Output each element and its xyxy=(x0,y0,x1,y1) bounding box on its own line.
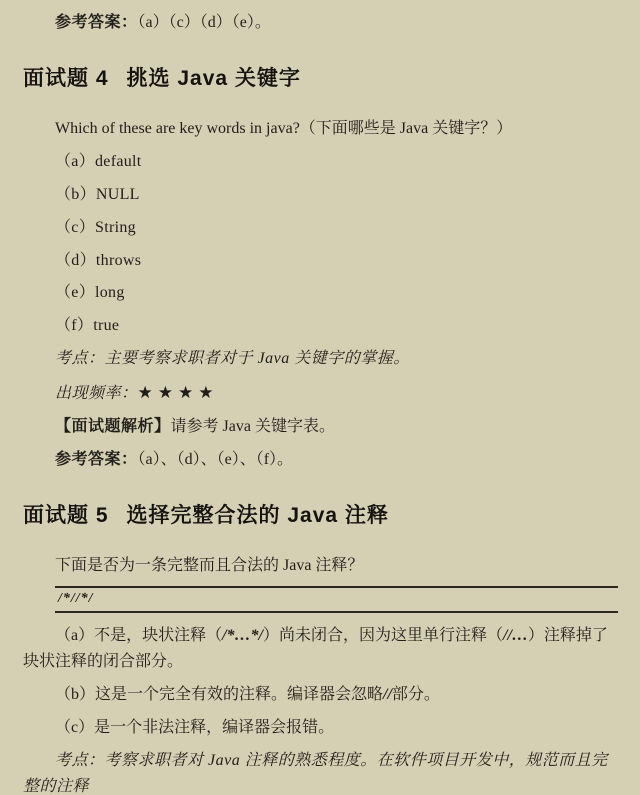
explanation-text: （a）不是，块状注释（ xyxy=(55,626,223,644)
star-rating: ★★★★ xyxy=(137,383,219,403)
answer-label: 参考答案： xyxy=(55,14,138,31)
question5-heading xyxy=(23,499,618,529)
option-d: （d）throws xyxy=(55,251,142,269)
explanation-text: （b）这是一个完全有效的注释。编译器会忽略 xyxy=(55,685,384,703)
exam-point-text: 主要考察求职者对于 Java 关键字的掌握。 xyxy=(104,350,410,368)
code-block xyxy=(55,586,618,613)
inline-code: /*…*/ xyxy=(222,626,263,644)
option-b: （b）NULL xyxy=(55,185,140,203)
option-e: （e）long xyxy=(55,284,125,302)
code-line: /*//*/ xyxy=(58,590,94,606)
explanation-text: 部分。 xyxy=(391,685,440,703)
analysis-text: 请参考 Java 关键字表。 xyxy=(170,418,335,436)
exam-point-label: 考点： xyxy=(55,350,105,368)
frequency-label: 出现频率： xyxy=(55,385,138,403)
question4-title: 挑选 Java 关键字 xyxy=(126,66,301,90)
question5-explanation-b xyxy=(23,682,618,708)
question4-analysis xyxy=(23,414,618,440)
previous-answer-line xyxy=(23,10,618,36)
analysis-label: 【面试题解析】 xyxy=(55,418,171,436)
exam-point-text: 考察求职者对 Java 注释的熟悉程度。在软件项目开发中，规范而且完整的注释 xyxy=(23,751,608,795)
inline-code: // xyxy=(383,685,392,703)
question4-answer xyxy=(23,447,618,473)
answer-value: （a）、（d）、（e）、（f）。 xyxy=(137,450,294,468)
question5-explanation-a xyxy=(23,623,618,675)
question4-heading xyxy=(23,62,618,92)
question5-exam-point xyxy=(23,748,618,795)
explanation-text: ）尚未闭合，因为这里单行注释（ xyxy=(263,626,504,644)
question5-prompt: 下面是否为一条完整而且合法的 Java 注释？ xyxy=(55,556,364,574)
question5-number: 面试题 5 xyxy=(23,503,109,527)
exam-point-label: 考点： xyxy=(55,751,105,769)
answer-value: （a）（c）（d）（e）。 xyxy=(137,14,271,31)
question4-exam-point xyxy=(23,346,618,372)
question4-number: 面试题 4 xyxy=(23,66,109,90)
explanation-text: ）注释掉了块状注释的闭合部分。 xyxy=(23,626,608,670)
answer-label: 参考答案： xyxy=(55,450,138,468)
inline-code: //… xyxy=(503,626,528,644)
question5-title: 选择完整合法的 Java 注释 xyxy=(126,503,389,527)
option-f: （f）true xyxy=(55,317,120,335)
question4-prompt: Which of these are key words in java?（下面哪些是 Java 关键字？） xyxy=(55,119,513,137)
question4-frequency xyxy=(23,379,618,407)
option-a: （a）default xyxy=(55,152,142,170)
question5-explanation-c: （c）是一个非法注释，编译器会报错。 xyxy=(55,718,335,736)
option-c: （c）String xyxy=(55,218,136,236)
